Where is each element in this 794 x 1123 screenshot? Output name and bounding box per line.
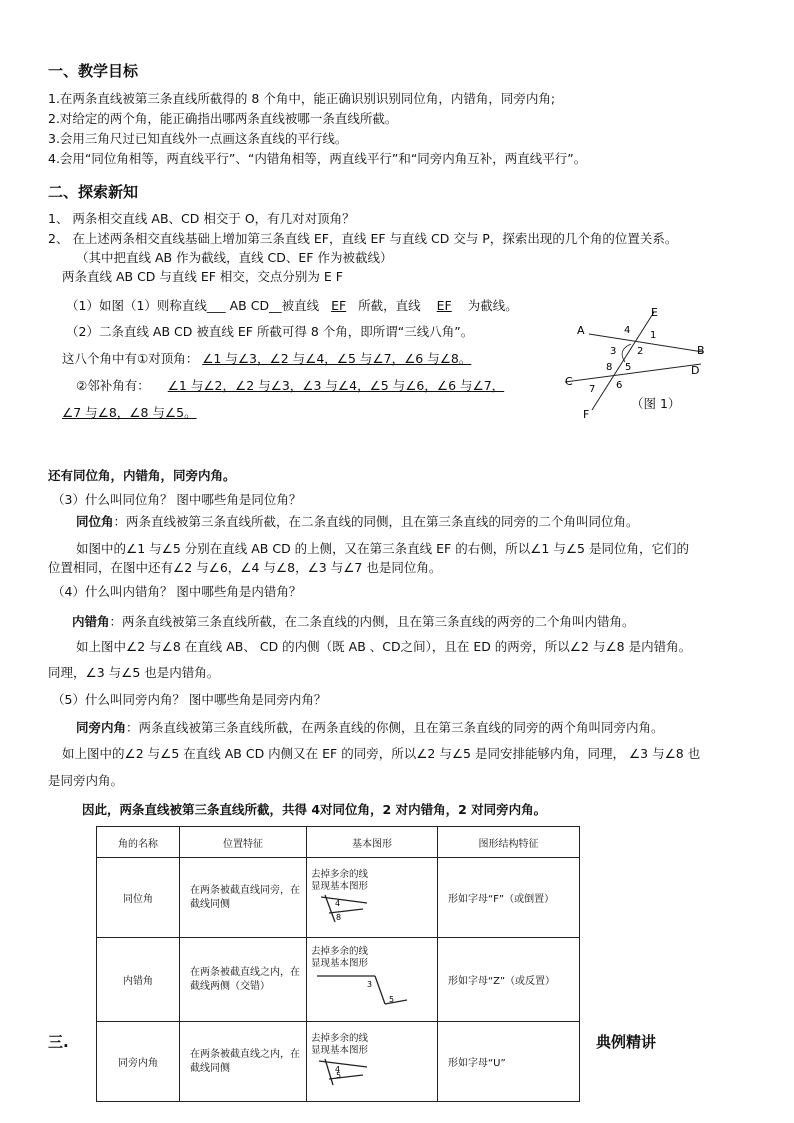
label-d: D xyxy=(691,364,700,377)
example-corresponding-2: 位置相同，在图中还有∠2 与∠6，∠4 与∠8，∠3 与∠7 也是同位角。 xyxy=(48,560,442,575)
section1-title: 一、教学目标 xyxy=(48,62,139,80)
row-figure xyxy=(307,1022,438,1102)
table-header-row xyxy=(97,827,580,858)
header-name: 角的名称 xyxy=(97,827,180,858)
header-figure: 基本图形 xyxy=(307,827,438,858)
step-1-a: （1）如图（1）则称直线___ AB CD__被直线 xyxy=(66,298,320,313)
interior-figure xyxy=(311,1057,371,1087)
adjacent-answer-1: ∠1 与∠2，∠2 与∠3，∠3 与∠4，∠5 与∠6，∠6 与∠7， xyxy=(167,378,505,393)
row-position: 在两条被截直线之内，在截线两侧（交错） xyxy=(180,938,307,1022)
adjacent-angles xyxy=(76,376,504,394)
objective-4: 4.会用“同位角相等，两直线平行”、“内错角相等，两直线平行”和“同旁内角互补，两直线平行”。 xyxy=(48,151,587,166)
step-1 xyxy=(66,296,518,314)
summary: 因此，两条直线被第三条直线所截，共得 4对同位角，2 对内错角，2 对同旁内角。 xyxy=(82,802,547,817)
row-structure: 形如字母“U” xyxy=(438,1022,580,1102)
row-structure: 形如字母“F”（或倒置） xyxy=(438,858,580,938)
angle-types-table xyxy=(96,826,580,1102)
line-cd xyxy=(565,364,701,382)
label-e: E xyxy=(651,306,658,319)
figure-angle-label: 4 xyxy=(335,1064,341,1074)
header-structure: 图形结构特征 xyxy=(438,827,580,858)
corresponding-figure xyxy=(311,893,371,923)
angle-5: 5 xyxy=(625,362,632,373)
label-b: B xyxy=(697,344,705,357)
example-alternate-1: 如上图中∠2 与∠8 在直线 AB、 CD 的内侧（既 AB 、CD之间），且在 ED 的两旁，所以∠2 与∠8 是内错角。 xyxy=(76,639,692,654)
definition-corresponding-term: 同位角 xyxy=(76,514,114,529)
definition-corresponding xyxy=(76,512,639,530)
line-ab xyxy=(589,334,703,352)
question-4: （4）什么叫内错角？ 图中哪些角是内错角？ xyxy=(52,584,302,599)
angle-8: 8 xyxy=(606,362,613,373)
table-row xyxy=(97,858,580,938)
definition-interior-term: 同旁内角 xyxy=(76,720,127,735)
vertical-angles xyxy=(62,349,471,367)
section3-number: 三. xyxy=(48,1033,69,1051)
angle-2: 2 xyxy=(637,346,644,357)
adjacent-lead: ②邻补角有： xyxy=(76,378,150,393)
question-2-note: （其中把直线 AB 作为截线，直线 CD、EF 作为被截线） xyxy=(76,250,393,265)
question-2: 2、 在上述两条相交直线基础上增加第三条直线 EF，直线 EF 与直线 CD 交与 P，探索出现的几个角的位置关系。 xyxy=(48,231,678,246)
example-interior-2: 是同旁内角。 xyxy=(48,773,124,788)
row-structure: 形如字母“Z”（或反置） xyxy=(438,938,580,1022)
example-alternate-2: 同理，∠3 与∠5 也是内错角。 xyxy=(48,665,220,680)
objective-3: 3.会用三角尺过已知直线外一点画这条直线的平行线。 xyxy=(48,131,348,146)
row-figure xyxy=(307,938,438,1022)
label-a: A xyxy=(577,324,585,337)
row-figure xyxy=(307,858,438,938)
more-angles-text: 还有同位角，内错角，同旁内角。 xyxy=(48,468,236,483)
definition-alternate-term: 内错角 xyxy=(72,614,110,629)
intersect-text: 两条直线 AB CD 与直线 EF 相交，交点分别为 E F xyxy=(62,269,343,284)
definition-alternate xyxy=(72,612,635,630)
vertical-answer: ∠1 与∠3，∠2 与∠4，∠5 与∠7，∠6 与∠8。 xyxy=(202,351,472,366)
figure-1-caption: （图 1） xyxy=(631,396,681,411)
example-corresponding-1: 如图中的∠1 与∠5 分别在直线 AB CD 的上侧，又在第三条直线 EF 的右侧，所以∠1 与∠5 是同位角，它们的 xyxy=(76,541,689,556)
row-name: 同位角 xyxy=(97,858,180,938)
section2-title: 二、探索新知 xyxy=(48,183,139,201)
figure-caption xyxy=(311,1033,433,1057)
figure-caption-line: 去掉多余的线 显现基本图形 xyxy=(311,1033,369,1056)
step-1-c: 所截，直线 xyxy=(358,298,421,313)
figure-caption-line: 去掉多余的线 显现基本图形 xyxy=(311,869,369,892)
figure-angle-label: 8 xyxy=(336,912,342,922)
figure-caption xyxy=(311,946,433,970)
vertical-lead: 这八个角中有①对顶角： xyxy=(62,351,199,366)
row-name: 同旁内角 xyxy=(97,1022,180,1102)
angle-arc xyxy=(622,344,631,362)
row-position: 在两条被截直线之内，在截线同侧 xyxy=(180,1022,307,1102)
angle-4: 4 xyxy=(624,325,631,336)
step-2: （2）二条直线 AB CD 被直线 EF 所截可得 8 个角，即所谓“三线八角”。 xyxy=(66,324,474,339)
angle-3: 3 xyxy=(610,346,617,357)
step-1-b: EF xyxy=(331,298,347,313)
step-1-e: 为截线。 xyxy=(467,298,518,313)
definition-interior xyxy=(76,718,664,736)
question-5: （5）什么叫同旁内角？ 图中哪些角是同旁内角？ xyxy=(52,692,327,707)
definition-interior-text: ：两条直线被第三条直线所截，在两条直线的你侧，且在第三条直线的同旁的两个角叫同旁内角。 xyxy=(126,720,664,735)
angle-7: 7 xyxy=(589,384,596,395)
example-interior-1: 如上图中的∠2 与∠5 在直线 AB CD 内侧又在 EF 的同旁，所以∠2 与∠5 是同安排能够内角，同理， ∠3 与∠8 也 xyxy=(62,746,701,761)
figure-angle-label: 5 xyxy=(389,994,395,1004)
definition-alternate-text: ：两条直线被第三条直线所截，在二条直线的内侧，且在第三条直线的两旁的二个角叫内错角。 xyxy=(109,614,635,629)
table-row xyxy=(97,938,580,1022)
label-f: F xyxy=(583,408,590,421)
alternate-figure xyxy=(311,970,411,1010)
angle-6: 6 xyxy=(616,380,623,391)
adjacent-answer-2: ∠7 与∠8，∠8 与∠5。 xyxy=(62,405,197,420)
figure-angle-label: 4 xyxy=(335,898,341,908)
question-1: 1、 两条相交直线 AB、CD 相交于 O，有几对对顶角？ xyxy=(48,211,355,226)
figure-caption-line: 去掉多余的线 显现基本图形 xyxy=(311,946,369,969)
figure-angle-label: 3 xyxy=(367,979,373,989)
figure-caption xyxy=(311,869,433,893)
objective-1: 1.在两条直线被第三条直线所截得的 8 个角中，能正确识别识别同位角，内错角，同旁内角; xyxy=(48,91,556,106)
angle-1: 1 xyxy=(650,330,657,341)
section3-title: 典例精讲 xyxy=(596,1033,657,1051)
row-position: 在两条被截直线同旁，在截线同侧 xyxy=(180,858,307,938)
question-3: （3）什么叫同位角？ 图中哪些角是同位角？ xyxy=(52,492,302,507)
objective-2: 2.对给定的两个角，能正确指出哪两条直线被哪一条直线所截。 xyxy=(48,111,398,126)
row-name: 内错角 xyxy=(97,938,180,1022)
label-c: C xyxy=(565,375,573,388)
table-row xyxy=(97,1022,580,1102)
figure-angle-label: 5 xyxy=(336,1070,342,1080)
header-position: 位置特征 xyxy=(180,827,307,858)
definition-corresponding-text: ：两条直线被第三条直线所截，在二条直线的同侧，且在第三条直线的同旁的二个角叫同位角。 xyxy=(113,514,639,529)
step-1-d: EF xyxy=(436,298,452,313)
